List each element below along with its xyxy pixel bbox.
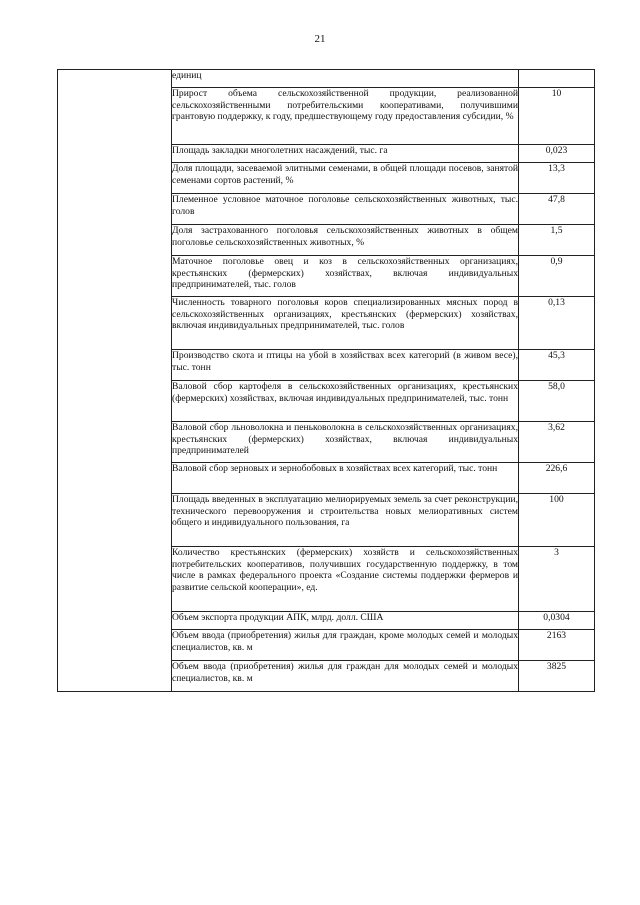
value-cell: 3825	[519, 661, 595, 692]
indicator-cell: Численность товарного поголовья коров специализированных мясных пород в сельскохозяйственных организациях, крестьянских (фермерских) хозяйствах, включая индивидуальных предпринимателей, тыс. голов	[172, 297, 519, 350]
indicator-cell: Маточное поголовье овец и коз в сельскохозяйственных организациях, крестьянских (фермерских) хозяйствах, включая индивидуальных предпринимателей, тыс. голов	[172, 256, 519, 297]
value-cell: 13,3	[519, 163, 595, 194]
value-cell: 58,0	[519, 381, 595, 422]
value-cell: 0,0304	[519, 612, 595, 630]
indicator-cell: Валовой сбор льноволокна и пеньковолокна в сельскохозяйственных организациях, крестьянских (фермерских) хозяйствах, включая индивидуальных предпринимателей	[172, 422, 519, 463]
value-cell: 3,62	[519, 422, 595, 463]
indicator-cell: Доля площади, засеваемой элитными семенами, в общей площади посевов, занятой семенами сортов растений, %	[172, 163, 519, 194]
indicators-table	[57, 69, 595, 692]
indicator-cell: Валовой сбор картофеля в сельскохозяйственных организациях, крестьянских (фермерских) хозяйствах, включая индивидуальных предпринимателей, тыс. тонн	[172, 381, 519, 422]
indicators-table-body	[58, 70, 595, 692]
value-cell	[519, 70, 595, 88]
indicator-cell: Объем ввода (приобретения) жилья для граждан для молодых семей и молодых специалистов, кв. м	[172, 661, 519, 692]
program-label-cell	[58, 70, 172, 692]
indicator-cell: Объем экспорта продукции АПК, млрд. долл. США	[172, 612, 519, 630]
value-cell: 2163	[519, 630, 595, 661]
indicator-cell: Прирост объема сельскохозяйственной продукции, реализованной сельскохозяйственными потребительскими кооперативами, получившими грантовую поддержку, к году, предшествующему году предоставления субсидии, %	[172, 88, 519, 145]
table-row	[58, 70, 595, 88]
value-cell: 3	[519, 547, 595, 612]
indicator-cell: Объем ввода (приобретения) жилья для граждан, кроме молодых семей и молодых специалистов, кв. м	[172, 630, 519, 661]
indicator-cell: Валовой сбор зерновых и зернобобовых в хозяйствах всех категорий, тыс. тонн	[172, 463, 519, 494]
value-cell: 0,023	[519, 145, 595, 163]
value-cell: 45,3	[519, 350, 595, 381]
page-number: 21	[314, 33, 326, 45]
indicator-cell: Производство скота и птицы на убой в хозяйствах всех категорий (в живом весе), тыс. тонн	[172, 350, 519, 381]
indicator-cell: Доля застрахованного поголовья сельскохозяйственных животных в общем поголовье сельскохозяйственных животных, %	[172, 225, 519, 256]
indicator-cell: Количество крестьянских (фермерских) хозяйств и сельскохозяйственных потребительских кооперативов, получивших государственную поддержку, в том числе в рамках федерального проекта «Создание системы поддержки фермеров и развитие сельской кооперации», ед.	[172, 547, 519, 612]
value-cell: 0,13	[519, 297, 595, 350]
indicator-cell: Племенное условное маточное поголовье сельскохозяйственных животных, тыс. голов	[172, 194, 519, 225]
indicator-cell: Площадь закладки многолетних насаждений, тыс. га	[172, 145, 519, 163]
value-cell: 0,9	[519, 256, 595, 297]
value-cell: 10	[519, 88, 595, 145]
value-cell: 47,8	[519, 194, 595, 225]
value-cell: 1,5	[519, 225, 595, 256]
value-cell: 100	[519, 494, 595, 547]
value-cell: 226,6	[519, 463, 595, 494]
indicator-cell: единиц	[172, 70, 519, 88]
indicator-cell: Площадь введенных в эксплуатацию мелиорируемых земель за счет реконструкции, технического перевооружения и строительства новых мелиоративных систем общего и индивидуального пользования, га	[172, 494, 519, 547]
